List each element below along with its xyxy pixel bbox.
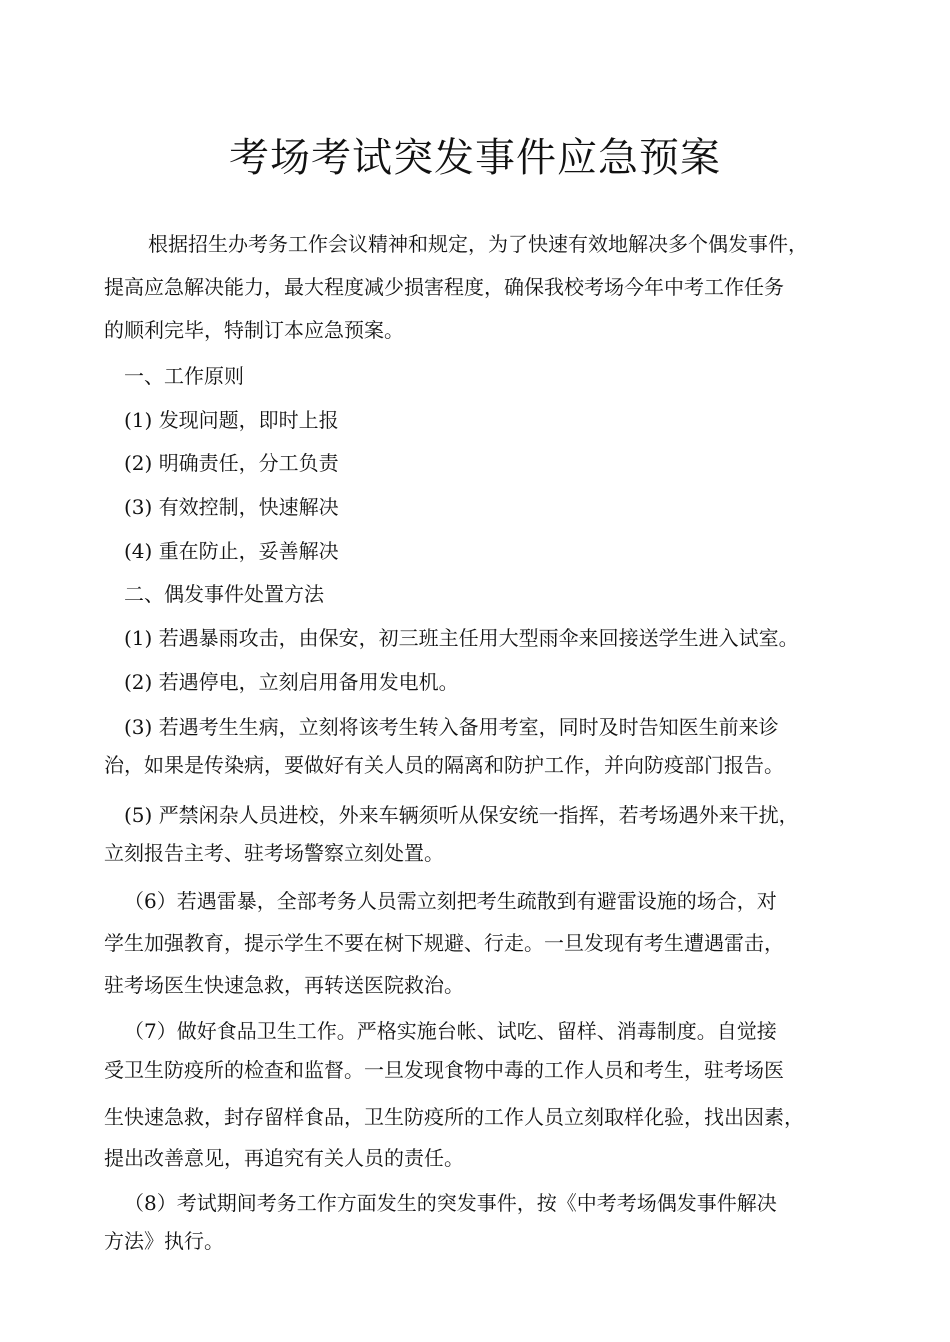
item-8-line-1: （8）考试期间考务工作方面发生的突发事件，按《中考考场偶发事件解决 <box>124 1191 777 1215</box>
item-8-line-2: 方法》执行。 <box>104 1229 224 1253</box>
intro-line-3: 的顺利完毕，特制订本应急预案。 <box>104 318 404 342</box>
item-5-line-2: 立刻报告主考、驻考场警察立刻处置。 <box>104 841 444 865</box>
section2-heading: 二、偶发事件处置方法 <box>124 582 324 606</box>
item-6-line-3: 驻考场医生快速急救，再转送医院救治。 <box>104 973 464 997</box>
item-3-line-1: (3) 若遇考生生病，立刻将该考生转入备用考室，同时及时告知医生前来诊 <box>124 715 779 739</box>
section1-item-4: (4) 重在防止，妥善解决 <box>124 539 339 563</box>
item-7-line-3: 生快速急救，封存留样食品，卫生防疫所的工作人员立刻取样化验，找出因素， <box>104 1105 804 1129</box>
intro-line-2: 提高应急解决能力，最大程度减少损害程度，确保我校考场今年中考工作任务 <box>104 275 784 299</box>
item-3-line-2: 治，如果是传染病，要做好有关人员的隔离和防护工作，并向防疫部门报告。 <box>104 753 784 777</box>
item-7-line-1: （7）做好食品卫生工作。严格实施台帐、试吃、留样、消毒制度。自觉接 <box>124 1019 777 1043</box>
item-6-line-2: 学生加强教育，提示学生不要在树下规避、行走。一旦发现有考生遭遇雷击， <box>104 931 784 955</box>
item-6-line-1: （6）若遇雷暴，全部考务人员需立刻把考生疏散到有避雷设施的场合，对 <box>124 889 777 913</box>
item-7-line-2: 受卫生防疫所的检查和监督。一旦发现食物中毒的工作人员和考生，驻考场医 <box>104 1058 784 1082</box>
section1-heading: 一、工作原则 <box>124 364 244 388</box>
section1-item-1: (1) 发现问题，即时上报 <box>124 408 339 432</box>
document-title: 考场考试突发事件应急预案 <box>229 135 721 181</box>
item-5-line-1: (5) 严禁闲杂人员进校，外来车辆须听从保安统一指挥，若考场遇外来干扰， <box>124 803 799 827</box>
item-7-line-4: 提出改善意见，再追究有关人员的责任。 <box>104 1146 464 1170</box>
section2-item-2: (2) 若遇停电，立刻启用备用发电机。 <box>124 670 459 694</box>
section2-item-1: (1) 若遇暴雨攻击，由保安，初三班主任用大型雨伞来回接送学生进入试室。 <box>124 626 799 650</box>
section1-item-3: (3) 有效控制，快速解决 <box>124 495 339 519</box>
section1-item-2: (2) 明确责任，分工负责 <box>124 451 339 475</box>
intro-line-1: 根据招生办考务工作会议精神和规定，为了快速有效地解决多个偶发事件， <box>148 232 808 256</box>
